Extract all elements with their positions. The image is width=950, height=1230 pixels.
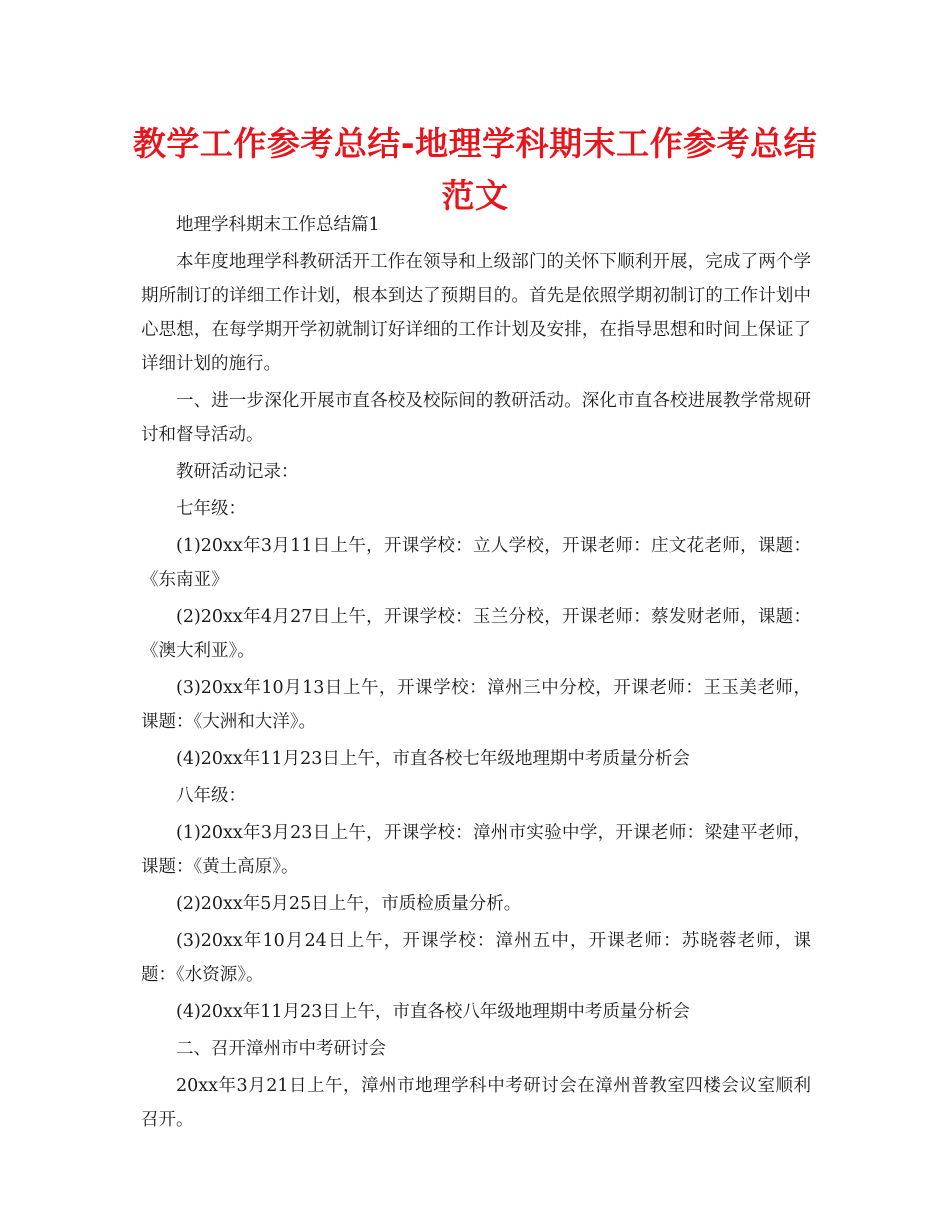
list-item: (4)20xx年11月23日上午，市直各校八年级地理期中考质量分析会 bbox=[176, 1002, 690, 1022]
paragraph: 20xx年3月21日上午，漳州市地理学科中考研讨会在漳州普教室四楼会议室顺利召开。 bbox=[141, 1076, 811, 1130]
paragraph: 教研活动记录： bbox=[176, 462, 299, 482]
list-item: (1)20xx年3月11日上午，开课学校：立人学校，开课老师：庄文花老师，课题：《东南亚》 bbox=[141, 536, 811, 590]
list-item: (3)20xx年10月13日上午，开课学校：漳州三中分校，开课老师：王玉美老师，课题：《大洲和大洋》。 bbox=[141, 678, 811, 732]
list-item: (2)20xx年4月27日上午，开课学校：玉兰分校，开课老师：蔡发财老师，课题：《澳大利亚》。 bbox=[141, 607, 811, 661]
section-heading: 二、召开漳州市中考研讨会 bbox=[176, 1039, 386, 1059]
paragraph: 本年度地理学科教研活开工作在领导和上级部门的关怀下顺利开展，完成了两个学期所制订的详细工作计划，根本到达了预期目的。首先是依照学期初制订的工作计划中心思想，在每学期开学初就制订好详细的工作计划及安排，在指导思想和时间上保证了详细计划的施行。 bbox=[141, 252, 811, 374]
list-item: (3)20xx年10月24日上午，开课学校：漳州五中，开课老师：苏晓蓉老师，课题：《水资源》。 bbox=[141, 931, 811, 985]
list-item: (4)20xx年11月23日上午，市直各校七年级地理期中考质量分析会 bbox=[176, 749, 690, 769]
grade-heading: 八年级： bbox=[176, 786, 246, 806]
paragraph: 一、进一步深化开展市直各校及校际间的教研活动。深化市直各校进展教学常规研讨和督导活动。 bbox=[141, 391, 811, 445]
grade-heading: 七年级： bbox=[176, 499, 246, 519]
list-item: (1)20xx年3月23日上午，开课学校：漳州市实验中学，开课老师：梁建平老师，课题：《黄土高原》。 bbox=[141, 823, 811, 877]
document-title: 教学工作参考总结-地理学科期末工作参考总结范文 bbox=[132, 124, 818, 215]
section-heading: 地理学科期末工作总结篇1 bbox=[176, 215, 380, 235]
list-item: (2)20xx年5月25日上午，市质检质量分析。 bbox=[176, 894, 522, 914]
document-body bbox=[141, 208, 811, 1140]
